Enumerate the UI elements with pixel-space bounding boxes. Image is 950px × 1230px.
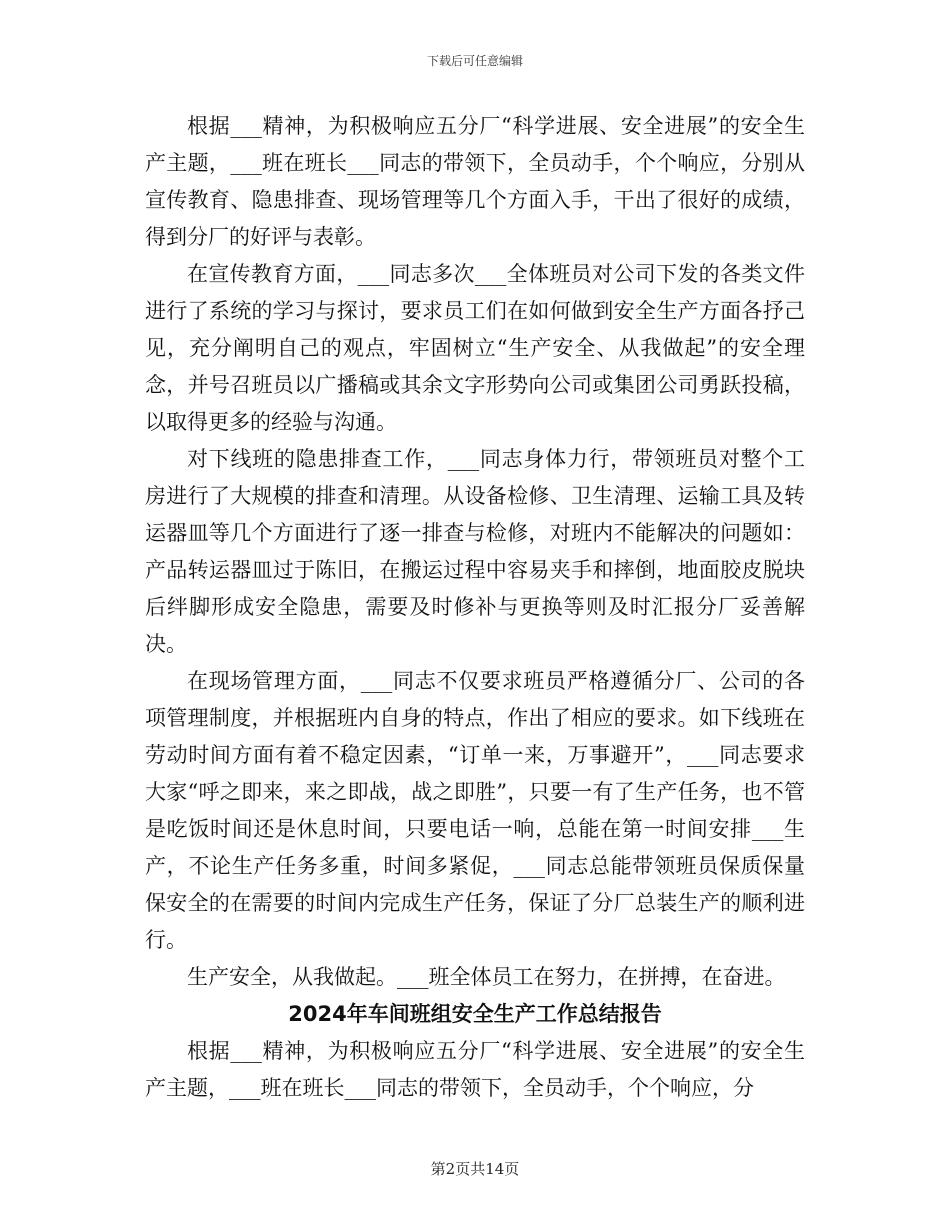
paragraph-hazard-inspection: 对下线班的隐患排查工作，___同志身体力行，带领班员对整个工房进行了大规模的排查和清理。从设备检修、卫生清理、运输工具及转运器皿等几个方面进行了逐一排查与检修，对班内不能解决的问题如：产品转运器皿过于陈旧，在搬运过程中容易夹手和摔倒，地面胶皮脱块后绊脚形成安全隐患，需要及时修补与更换等则及时汇报分厂妥善解决。 bbox=[145, 447, 805, 656]
document-body bbox=[145, 108, 805, 1107]
section-title: 2024年车间班组安全生产工作总结报告 bbox=[288, 1002, 662, 1026]
paragraph-publicity-education: 在宣传教育方面，___同志多次___全体班员对公司下发的各类文件进行了系统的学习与探讨，要求员工们在如何做到安全生产方面各抒己见，充分阐明自己的观点，牢固树立“生产安全、从我做起”的安全理念，并号召班员以广播稿或其余文字形势向公司或集团公司勇跃投稿，以取得更多的经验与沟通。 bbox=[145, 262, 805, 434]
paragraph-next-section: 根据___精神，为积极响应五分厂“科学进展、安全进展”的安全生产主题，___班在班长___同志的带领下，全员动手，个个响应，分 bbox=[145, 1039, 805, 1100]
page-header: 下载后可任意编辑 bbox=[426, 54, 523, 68]
page-footer: 第2页共14页 bbox=[430, 1160, 520, 1178]
paragraph-intro: 根据___精神，为积极响应五分厂“科学进展、安全进展”的安全生产主题，___班在班长___同志的带领下，全员动手，个个响应，分别从宣传教育、隐患排查、现场管理等几个方面入手，干出了很好的成绩，得到分厂的好评与表彰。 bbox=[145, 114, 805, 249]
paragraph-conclusion: 生产安全，从我做起。___班全体员工在努力，在拼搏，在奋进。 bbox=[187, 965, 786, 989]
paragraph-site-management: 在现场管理方面，___同志不仅要求班员严格遵循分厂、公司的各项管理制度，并根据班内自身的特点，作出了相应的要求。如下线班在劳动时间方面有着不稳定因素，“订单一来，万事避开”，___同志要求大家“呼之即来，来之即战，战之即胜”，只要一有了生产任务，也不管是吃饭时间还是休息时间，只要电话一响，总能在第一时间安排___生产，不论生产任务多重，时间多紧促，___同志总能带领班员保质保量保安全的在需要的时间内完成生产任务，保证了分厂总装生产的顺利进行。 bbox=[145, 669, 805, 952]
